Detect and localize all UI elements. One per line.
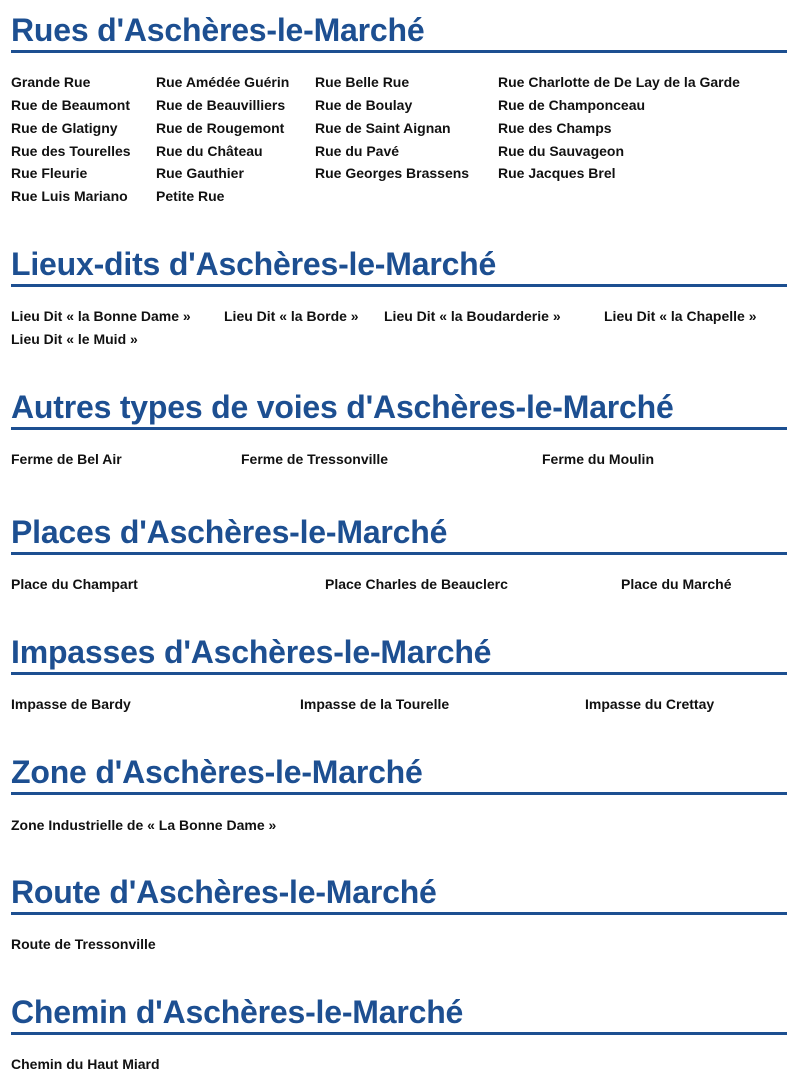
section-heading: Impasses d'Aschères-le-Marché — [11, 634, 492, 670]
street-item: Rue Gauthier — [156, 165, 244, 181]
section-impasses — [11, 634, 787, 675]
zone-item: Zone Industrielle de « La Bonne Dame » — [11, 817, 277, 833]
street-item: Rue du Sauvageon — [498, 143, 625, 159]
street-item: Grande Rue — [11, 74, 91, 90]
way-item: Ferme de Tressonville — [241, 451, 389, 467]
section-heading: Zone d'Aschères-le-Marché — [11, 754, 423, 790]
impasse-item: Impasse de la Tourelle — [300, 696, 450, 712]
section-divider — [11, 50, 787, 53]
section-heading: Places d'Aschères-le-Marché — [11, 514, 448, 550]
street-item: Rue de Boulay — [315, 97, 413, 113]
section-divider — [11, 912, 787, 915]
street-item: Rue des Tourelles — [11, 143, 131, 159]
street-item: Rue de Champonceau — [498, 97, 646, 113]
section-divider — [11, 1032, 787, 1035]
street-item: Rue Georges Brassens — [315, 165, 470, 181]
section-heading: Rues d'Aschères-le-Marché — [11, 12, 425, 48]
section-divider — [11, 552, 787, 555]
street-item: Rue Belle Rue — [315, 74, 410, 90]
route-item: Route de Tressonville — [11, 936, 156, 952]
street-item: Rue de Beaumont — [11, 97, 131, 113]
street-item: Rue Fleurie — [11, 165, 88, 181]
place-item: Lieu Dit « la Bonne Dame » — [11, 308, 191, 324]
section-zone — [11, 754, 787, 795]
impasse-item: Impasse de Bardy — [11, 696, 131, 712]
street-item: Rue de Rougemont — [156, 120, 285, 136]
section-divider — [11, 672, 787, 675]
street-item: Petite Rue — [156, 188, 225, 204]
section-divider — [11, 427, 787, 430]
street-item: Rue de Saint Aignan — [315, 120, 451, 136]
square-item: Place du Champart — [11, 576, 138, 592]
street-item: Rue Charlotte de De Lay de la Garde — [498, 74, 740, 90]
section-divider — [11, 284, 787, 287]
street-item: Rue de Beauvilliers — [156, 97, 286, 113]
section-heading: Autres types de voies d'Aschères-le-Marché — [11, 389, 674, 425]
place-item: Lieu Dit « la Chapelle » — [604, 308, 757, 324]
section-places — [11, 514, 787, 555]
street-item: Rue Jacques Brel — [498, 165, 616, 181]
chemin-item: Chemin du Haut Miard — [11, 1056, 160, 1072]
place-item: Lieu Dit « le Muid » — [11, 331, 138, 347]
street-item: Rue du Pavé — [315, 143, 400, 159]
section-route — [11, 874, 787, 915]
place-item: Lieu Dit « la Borde » — [224, 308, 359, 324]
section-heading: Route d'Aschères-le-Marché — [11, 874, 437, 910]
place-item: Lieu Dit « la Boudarderie » — [384, 308, 561, 324]
street-item: Rue des Champs — [498, 120, 612, 136]
section-lieux-dits — [11, 246, 787, 287]
way-item: Ferme du Moulin — [542, 451, 654, 467]
way-item: Ferme de Bel Air — [11, 451, 122, 467]
street-item: Rue de Glatigny — [11, 120, 118, 136]
section-rues — [11, 12, 787, 53]
street-item: Rue Amédée Guérin — [156, 74, 290, 90]
square-item: Place Charles de Beauclerc — [325, 576, 508, 592]
section-autres-voies — [11, 389, 787, 430]
street-item: Rue du Château — [156, 143, 263, 159]
square-item: Place du Marché — [621, 576, 732, 592]
section-divider — [11, 792, 787, 795]
impasse-item: Impasse du Crettay — [585, 696, 715, 712]
section-heading: Chemin d'Aschères-le-Marché — [11, 994, 464, 1030]
section-chemin — [11, 994, 787, 1035]
section-heading: Lieux-dits d'Aschères-le-Marché — [11, 246, 497, 282]
street-item: Rue Luis Mariano — [11, 188, 128, 204]
